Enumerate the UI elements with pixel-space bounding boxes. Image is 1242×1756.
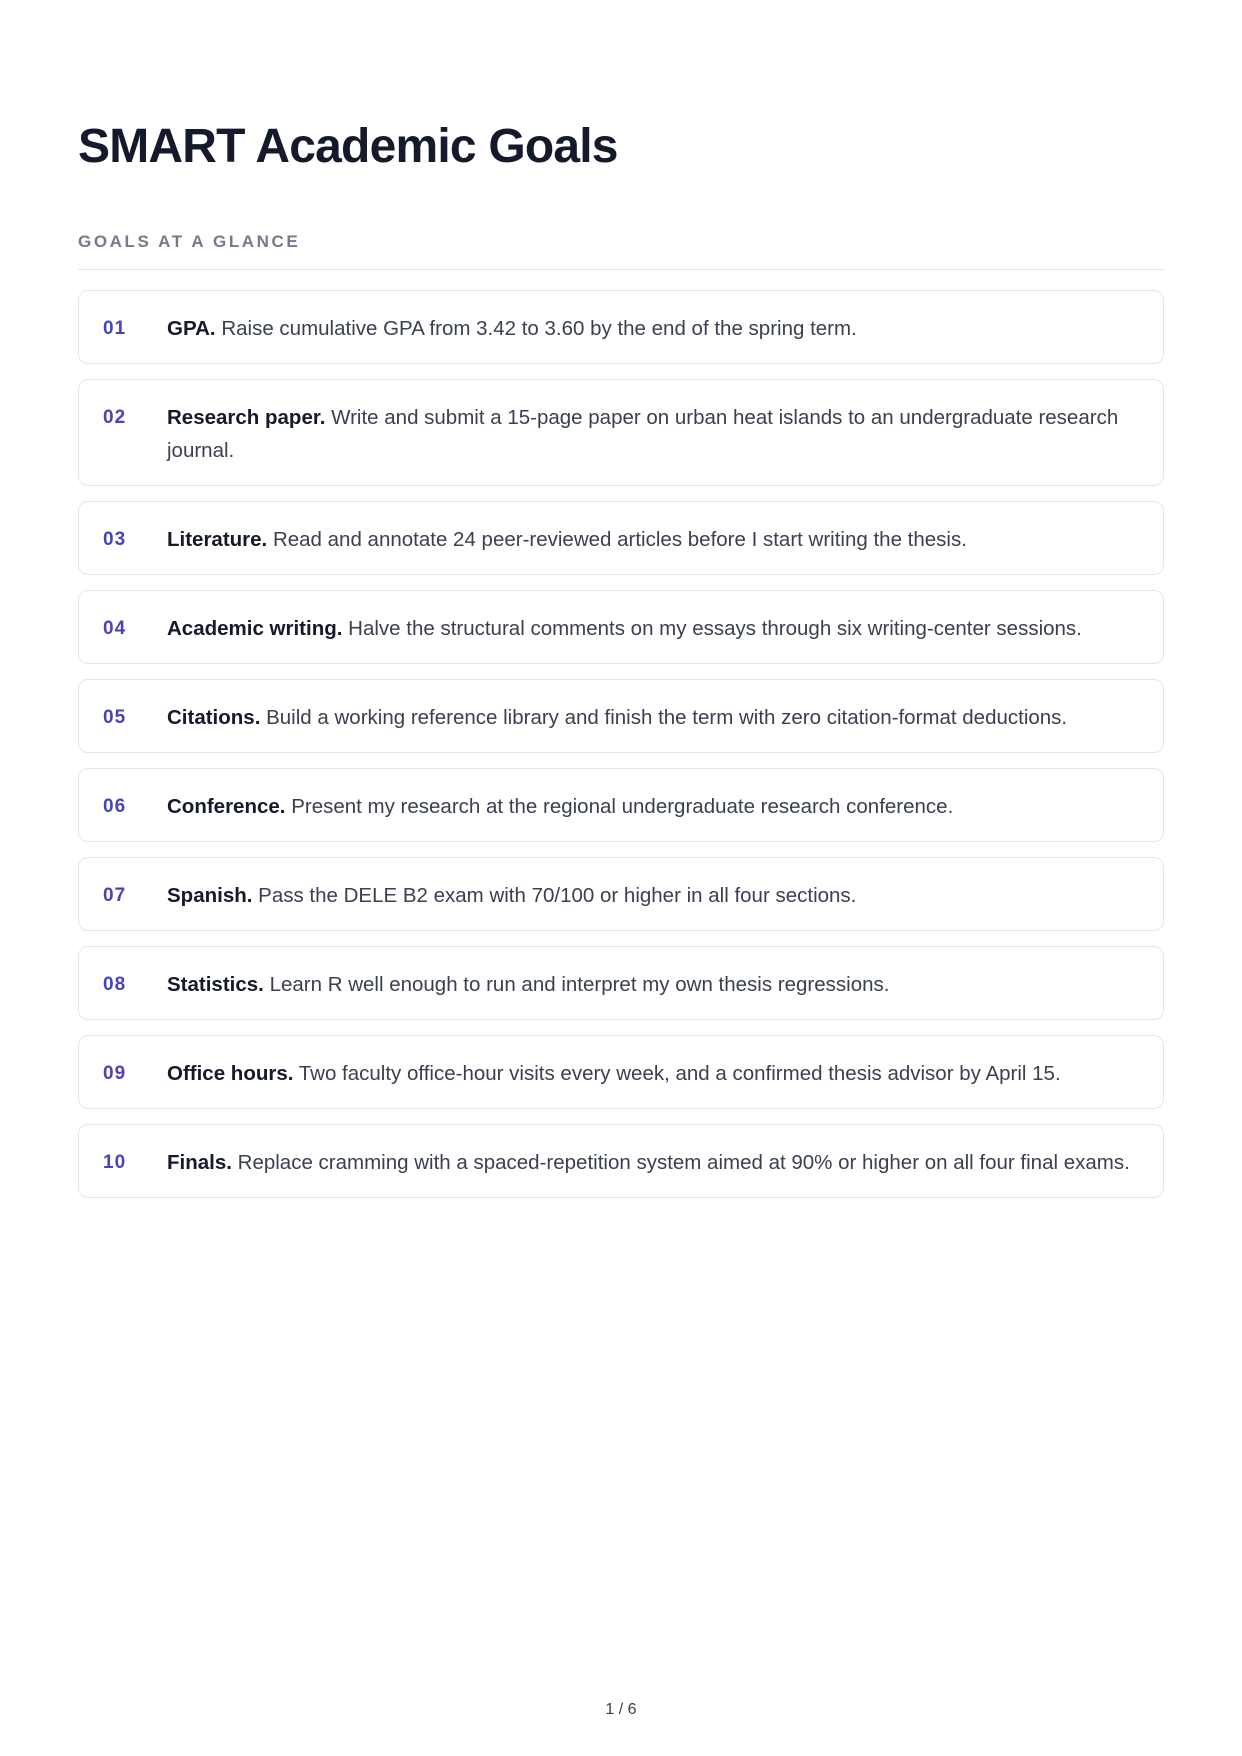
goal-name: Research paper.	[167, 406, 326, 429]
goal-card	[78, 379, 1164, 486]
goal-card	[78, 768, 1164, 842]
goal-description	[167, 612, 1139, 645]
goal-detail: Pass the DELE B2 exam with 70/100 or higher in all four sections.	[258, 884, 857, 907]
goal-number: 06	[103, 796, 127, 817]
goal-number: 10	[103, 1152, 127, 1173]
goal-name: Academic writing.	[167, 617, 343, 640]
page-title: SMART Academic Goals	[78, 120, 618, 173]
goal-detail: Build a working reference library and finish the term with zero citation-format deductions.	[266, 706, 1068, 729]
goal-description	[167, 968, 1139, 1001]
goal-number: 02	[103, 407, 127, 428]
goal-list	[78, 290, 1164, 1213]
goal-description	[167, 1146, 1139, 1179]
section-label: GOALS AT A GLANCE	[78, 232, 301, 251]
goal-name: Finals.	[167, 1151, 232, 1174]
goal-number: 03	[103, 529, 127, 550]
goal-detail: Write and submit a 15-page paper on urban heat islands to an undergraduate research journal.	[167, 406, 1119, 462]
goal-description	[167, 401, 1139, 467]
goal-detail: Halve the structural comments on my essays through six writing-center sessions.	[348, 617, 1082, 640]
goal-detail: Two faculty office-hour visits every week, and a confirmed thesis advisor by April 15.	[298, 1062, 1061, 1085]
goal-card	[78, 1124, 1164, 1198]
goal-number: 07	[103, 885, 127, 906]
goal-card	[78, 290, 1164, 364]
goal-detail: Learn R well enough to run and interpret my own thesis regressions.	[269, 973, 890, 996]
goal-card	[78, 501, 1164, 575]
goal-detail: Read and annotate 24 peer-reviewed articles before I start writing the thesis.	[272, 528, 967, 551]
goal-number: 05	[103, 707, 127, 728]
goal-card	[78, 1035, 1164, 1109]
goal-description	[167, 523, 1139, 556]
goal-card	[78, 679, 1164, 753]
goal-name: Citations.	[167, 706, 261, 729]
goal-number: 04	[103, 618, 127, 639]
goal-name: Conference.	[167, 795, 286, 818]
goal-name: Office hours.	[167, 1062, 294, 1085]
goal-number: 01	[103, 318, 127, 339]
goal-detail: Raise cumulative GPA from 3.42 to 3.60 by the end of the spring term.	[221, 317, 857, 340]
goal-number: 09	[103, 1063, 127, 1084]
goal-description	[167, 1057, 1139, 1090]
goal-detail: Present my research at the regional undergraduate research conference.	[291, 795, 954, 818]
page-number: 1 / 6	[605, 1701, 637, 1718]
goal-name: Spanish.	[167, 884, 253, 907]
goal-description	[167, 879, 1139, 912]
goal-description	[167, 312, 1139, 345]
goal-detail: Replace cramming with a spaced-repetition system aimed at 90% or higher on all four final exams.	[237, 1151, 1130, 1174]
section-divider	[78, 269, 1164, 270]
goal-name: GPA.	[167, 317, 216, 340]
goal-description	[167, 701, 1139, 734]
goal-card	[78, 590, 1164, 664]
goal-card	[78, 946, 1164, 1020]
goal-description	[167, 790, 1139, 823]
goal-name: Literature.	[167, 528, 268, 551]
goal-card	[78, 857, 1164, 931]
goal-name: Statistics.	[167, 973, 264, 996]
goal-number: 08	[103, 974, 127, 995]
